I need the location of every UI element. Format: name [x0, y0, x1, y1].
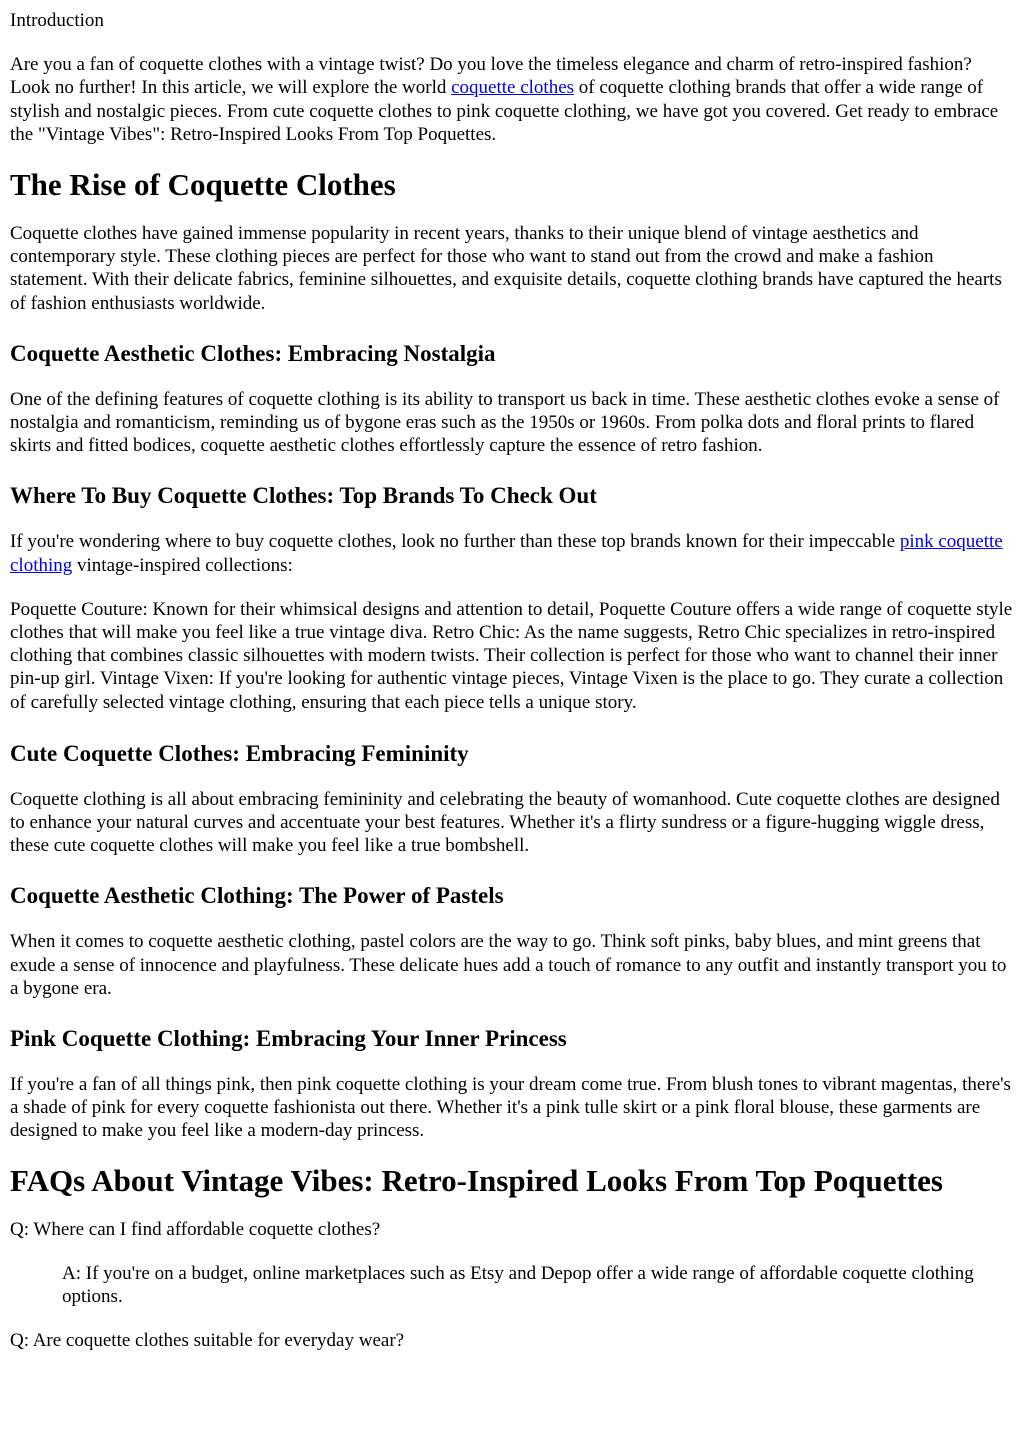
pastels-heading: Coquette Aesthetic Clothing: The Power of Pastels	[10, 883, 504, 909]
cute-heading: Cute Coquette Clothes: Embracing Femininity	[10, 740, 469, 766]
brands-paragraph: Poquette Couture: Known for their whimsical designs and attention to detail, Poquette Couture offers a wide range of coquette style clothes that will make you feel like a true vintage diva. Retro Chic: As the name suggests, Retro Chic specializes in retro-inspired clothing that combines classic silhouettes with modern twists. Their collection is perfect for those who want to channel their inner pin-up girl. Vintage Vixen: If you're looking for authentic vintage pieces, Vintage Vixen is the place to go. They curate a collection of carefully selected vintage clothing, ensuring that each piece tells a unique story.	[10, 598, 1013, 713]
nostalgia-paragraph: One of the defining features of coquette clothing is its ability to transport us back in time. These aesthetic clothes evoke a sense of nostalgia and romanticism, reminding us of bygone eras such as the 1950s or 1960s. From polka dots and floral prints to flared skirts and fitted bodices, coquette aesthetic clothes effortlessly capture the essence of retro fashion.	[10, 388, 1000, 457]
intro-text-start: Are you a fan of coquette clothes with a vintage twist? Do you love the timeless elegance and charm of retro-inspired fashion? Look no further! In this article, we will explore the world	[10, 54, 972, 99]
rise-paragraph: Coquette clothes have gained immense popularity in recent years, thanks to their unique blend of vintage aesthetics and contemporary style. These clothing pieces are perfect for those who want to stand out from the crowd and make a fashion statement. With their delicate fabrics, feminine silhouettes, and exquisite details, coquette clothing brands have captured the hearts of fashion enthusiasts worldwide.	[10, 223, 1002, 314]
pink-heading: Pink Coquette Clothing: Embracing Your Inner Princess	[10, 1026, 567, 1052]
intro-label: Introduction	[10, 10, 104, 31]
faq-question-1: Q: Where can I find affordable coquette clothes?	[10, 1218, 381, 1240]
pink-coquette-clothing-link[interactable]: pink coquette clothing	[10, 531, 1003, 576]
nostalgia-heading: Coquette Aesthetic Clothes: Embracing Nostalgia	[10, 340, 496, 366]
rise-heading: The Rise of Coquette Clothes	[10, 167, 396, 203]
where-to-buy-paragraph	[10, 530, 1014, 576]
cute-paragraph: Coquette clothing is all about embracing femininity and celebrating the beauty of womanhood. Cute coquette clothes are designed to enhance your natural curves and accentuate your best features. Whether it's a flirty sundress or a figure-hugging wiggle dress, these cute coquette clothes will make you feel like a true bombshell.	[10, 788, 1000, 857]
intro-text-end: of coquette clothing brands that offer a wide range of stylish and nostalgic pieces. From cute coquette clothes to pink coquette clothing, we have got you covered. Get ready to embrace the "Vintage Vibes": Retro-Inspired Looks From Top Poquettes.	[10, 77, 999, 145]
where-text-end: vintage-inspired collections:	[72, 554, 293, 576]
where-text-start: If you're wondering where to buy coquette clothes, look no further than these top brands known for their impeccable	[10, 531, 900, 553]
faq-answer-1: A: If you're on a budget, online marketplaces such as Etsy and Depop offer a wide range of affordable coquette clothing options.	[62, 1262, 974, 1308]
pink-paragraph: If you're a fan of all things pink, then pink coquette clothing is your dream come true. From blush tones to vibrant magentas, there's a shade of pink for every coquette fashionista out there. Whether it's a pink tulle skirt or a pink floral blouse, these garments are designed to make you feel like a modern-day princess.	[10, 1074, 1011, 1142]
intro-paragraph	[10, 53, 1014, 146]
faq-question-2: Q: Are coquette clothes suitable for everyday wear?	[10, 1330, 405, 1352]
where-to-buy-heading: Where To Buy Coquette Clothes: Top Brands To Check Out	[10, 483, 597, 509]
pastels-paragraph: When it comes to coquette aesthetic clothing, pastel colors are the way to go. Think soft pinks, baby blues, and mint greens that exude a sense of innocence and playfulness. These delicate hues add a touch of romance to any outfit and instantly transport you to a bygone era.	[10, 931, 1007, 999]
coquette-clothes-link[interactable]: coquette clothes	[451, 77, 575, 99]
faqs-heading: FAQs About Vintage Vibes: Retro-Inspired Looks From Top Poquettes	[10, 1162, 943, 1198]
